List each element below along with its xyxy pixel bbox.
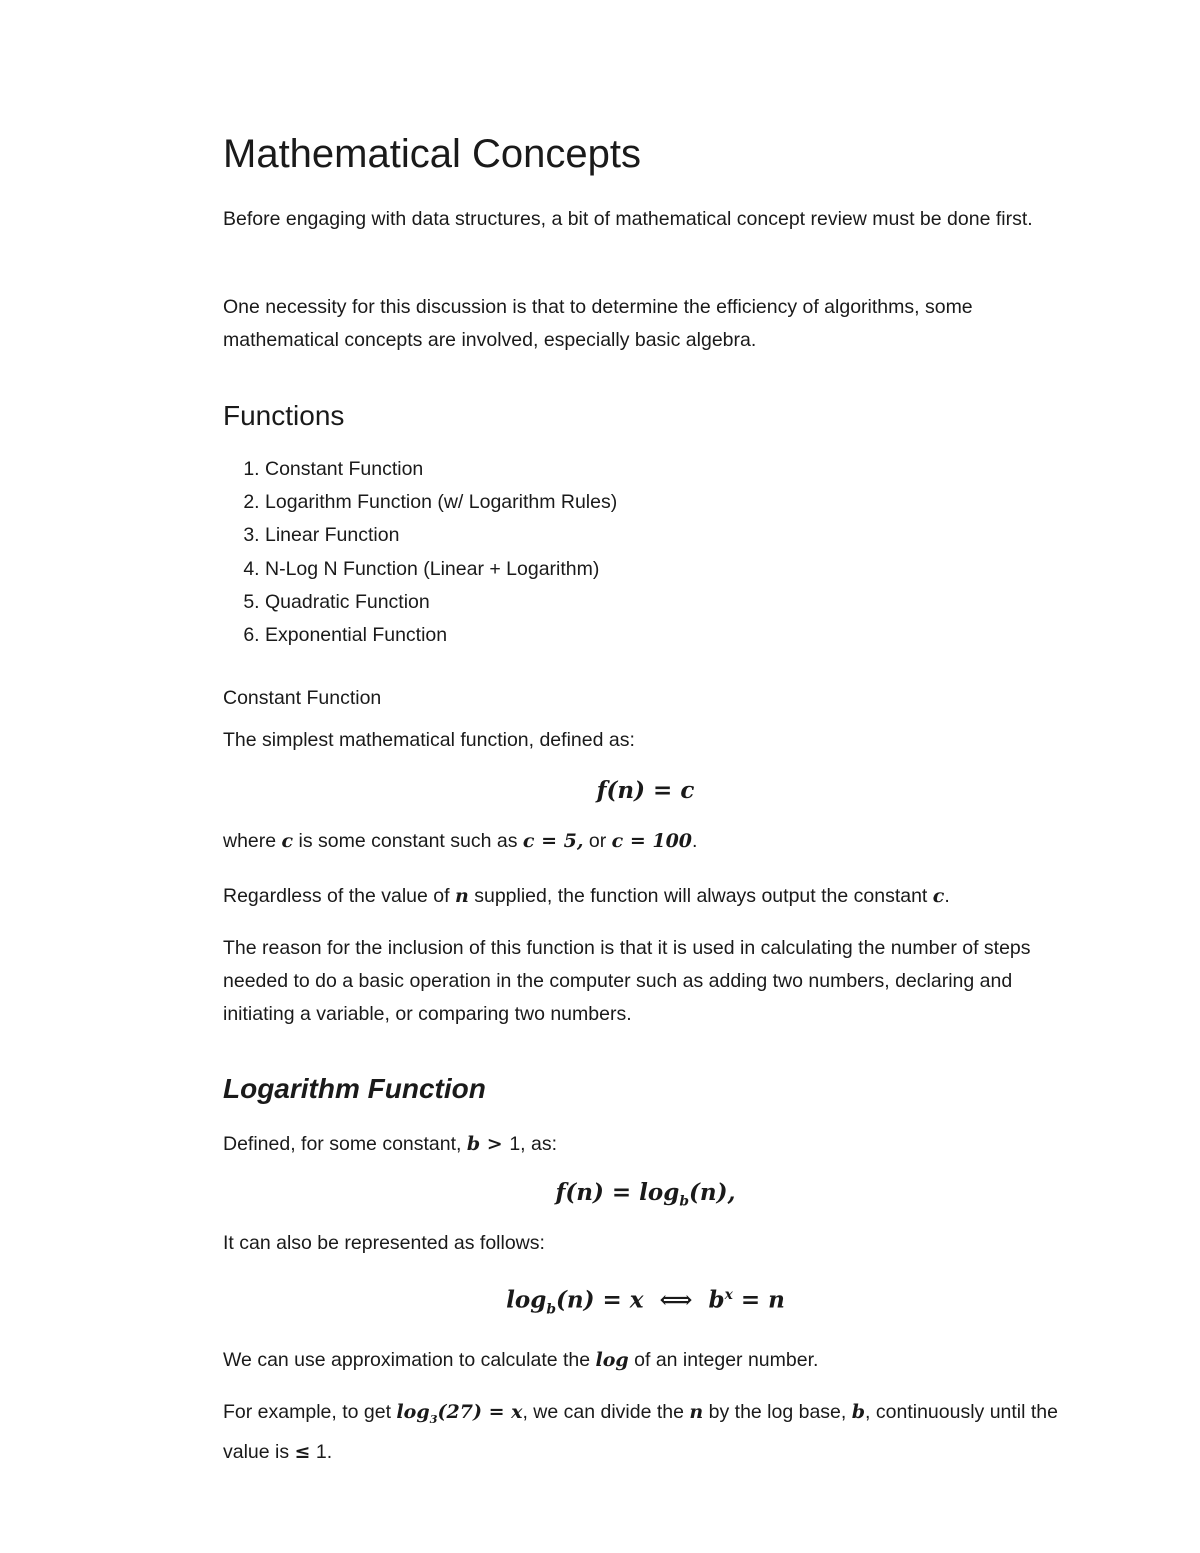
constant-paragraph-4: The reason for the inclusion of this function is that it is used in calculating the number of steps needed to do a basic operation in the computer such as adding two numbers, declaring and initiating a variable, or comparing two numbers.: [223, 937, 1031, 1025]
constant-equation: f(n) = c: [596, 777, 695, 804]
constant-paragraph-1: The simplest mathematical function, defined as:: [223, 729, 635, 751]
logarithm-equation-1: $f(n) = \log_b(n)$,: [555, 1179, 736, 1210]
list-item: 1. Constant Function: [265, 453, 617, 486]
list-item: 2. Logarithm Function (w/ Logarithm Rules): [265, 486, 617, 519]
math-log: log: [595, 1349, 629, 1371]
math-n: n: [454, 885, 469, 907]
logarithm-equation-2: $\log_b(n) = x$ ⟺ $b^x = n$: [506, 1286, 785, 1318]
functions-list: [223, 453, 617, 652]
logarithm-function-heading: Logarithm Function: [223, 1073, 486, 1104]
math-c-equals-5: c = 5,: [522, 830, 584, 852]
math-b: b: [851, 1401, 866, 1423]
constant-function-heading: Constant Function: [223, 687, 382, 709]
list-item: 5. Quadratic Function: [265, 586, 617, 619]
constant-paragraph-2: where c is some constant such as c = 5, or c = 100.: [223, 830, 698, 852]
list-item: 4. N-Log N Function (Linear + Logarithm): [265, 553, 617, 586]
logarithm-paragraph-2: It can also be represented as follows:: [223, 1232, 545, 1254]
math-b-greater: b >: [466, 1133, 510, 1155]
logarithm-paragraph-3: We can use approximation to calculate the log of an integer number.: [223, 1349, 819, 1371]
page-title: Mathematical Concepts: [223, 132, 641, 176]
math-log3-27: $\log_3(27) = x$: [396, 1401, 523, 1426]
list-item: 6. Exponential Function: [265, 619, 617, 652]
intro-paragraph-2: One necessity for this discussion is that to determine the efficiency of algorithms, some mathematical concepts are involved, especially basic algebra.: [223, 296, 973, 351]
math-c: c: [932, 885, 945, 907]
math-c: c: [281, 830, 294, 852]
list-item: 3. Linear Function: [265, 519, 617, 552]
logarithm-paragraph-1: Defined, for some constant, b > 1, as:: [223, 1133, 558, 1155]
math-c-equals-100: c = 100: [611, 830, 693, 852]
constant-paragraph-3: Regardless of the value of n supplied, the function will always output the constant c.: [223, 885, 950, 907]
math-n: n: [689, 1401, 704, 1423]
functions-heading: Functions: [223, 400, 345, 431]
logarithm-paragraph-4: For example, to get $\log_3(27) = x$, we can divide the n by the log base, b, continuously until the value is ≤ 1.: [223, 1401, 1058, 1463]
math-leq: ≤: [294, 1440, 311, 1463]
intro-paragraph-1: Before engaging with data structures, a bit of mathematical concept review must be done first.: [223, 208, 1033, 230]
